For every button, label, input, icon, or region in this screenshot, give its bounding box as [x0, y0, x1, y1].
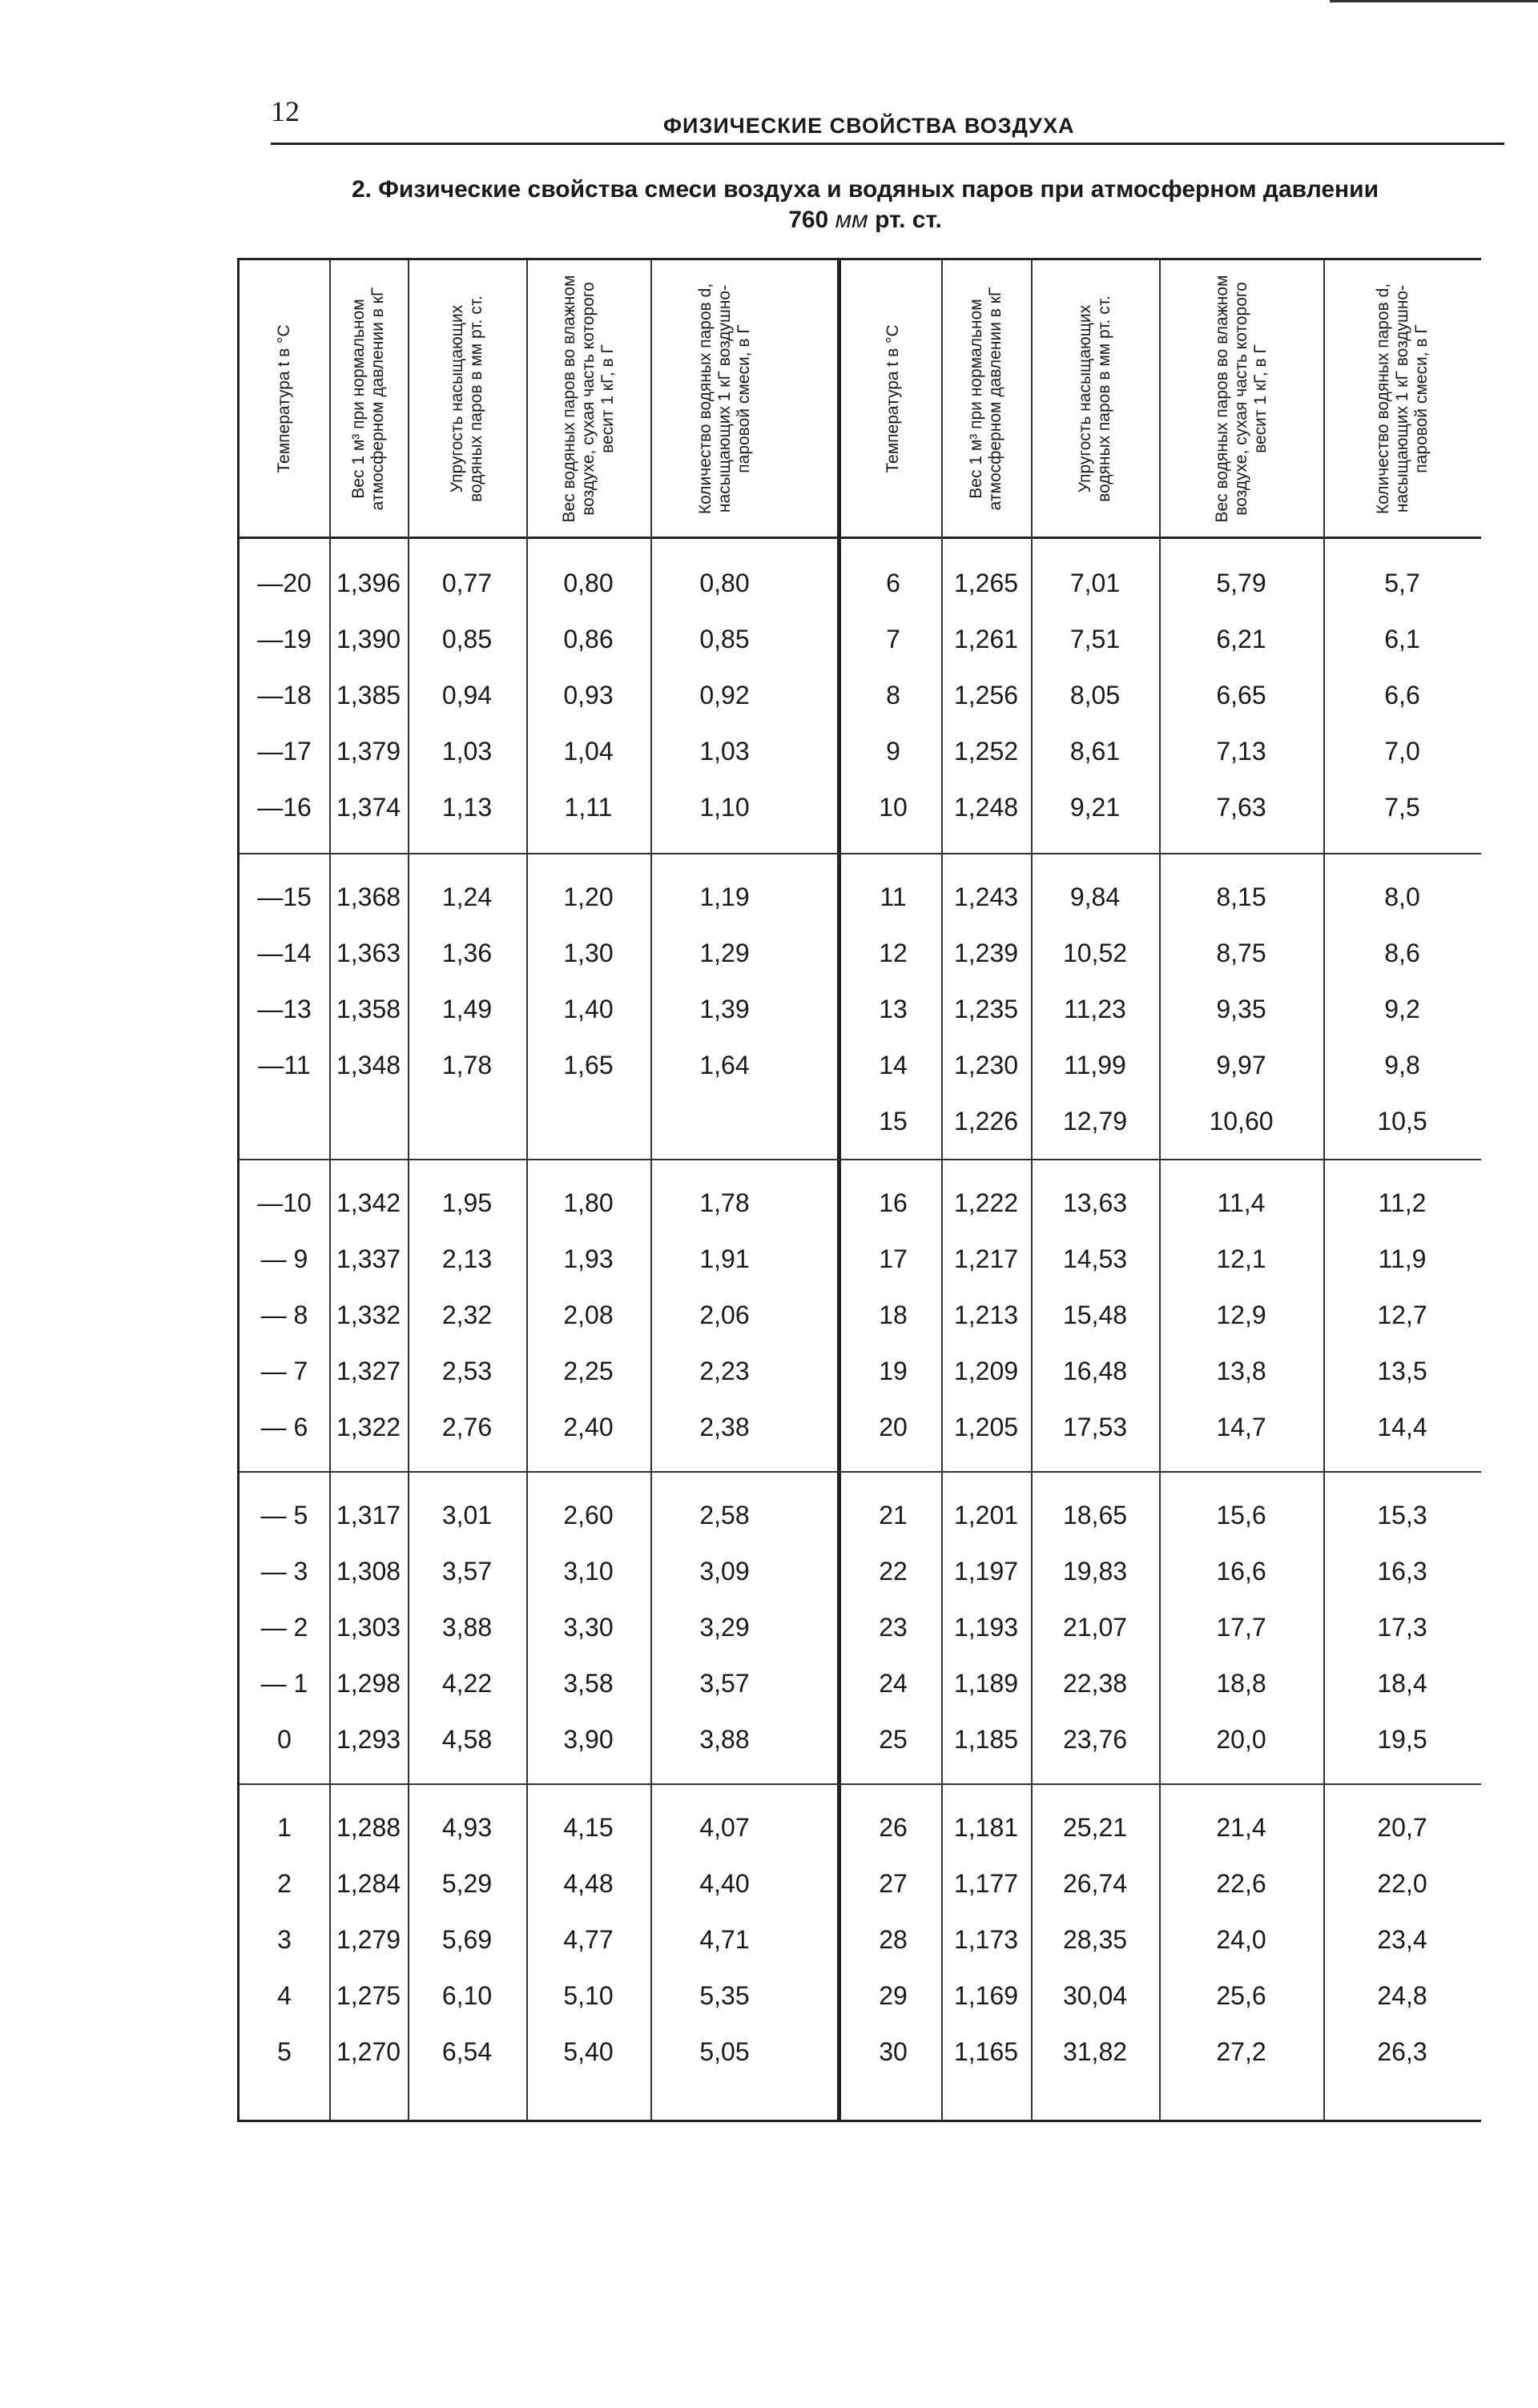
table-cell: 1	[277, 1813, 292, 1842]
caption-line1: 2. Физические свойства смеси воздуха и водяных паров при атмосферном давлении	[351, 176, 1379, 203]
table-cell: 1,385	[336, 681, 401, 710]
column-header	[845, 260, 941, 537]
table-cell: 11,2	[1378, 1188, 1427, 1217]
table-cell: 10	[879, 793, 908, 822]
table-cell: 14,4	[1377, 1413, 1427, 1441]
table-cell: 5,69	[441, 1925, 493, 1954]
table-cell: 11,99	[1064, 1051, 1126, 1079]
running-head	[271, 94, 1504, 145]
table-cell: 11,23	[1064, 995, 1126, 1023]
table-cell: —20	[257, 569, 312, 597]
table-cell: 7,13	[1216, 737, 1266, 766]
table-cell: 9,97	[1216, 1051, 1266, 1079]
table-cell: 15	[879, 1107, 908, 1136]
table-cell: 6,6	[1384, 681, 1420, 710]
table-cell: 22,0	[1377, 1869, 1427, 1898]
table-cell: 16	[879, 1188, 908, 1217]
table-cell: 1,36	[441, 939, 493, 967]
table-cell: 1,390	[336, 625, 401, 653]
table-cell: 2,58	[699, 1501, 750, 1530]
table-cell: 24	[879, 1669, 908, 1698]
table-cell: —15	[257, 882, 312, 911]
table-cell: 1,80	[563, 1188, 614, 1217]
table-cell: 1,222	[953, 1188, 1019, 1217]
table-cell: 1,327	[336, 1357, 401, 1385]
table-cell: 7,01	[1069, 569, 1121, 597]
table-cell: 1,396	[336, 569, 401, 597]
table-cell: 4,40	[699, 1869, 750, 1898]
table-cell: 12,9	[1216, 1300, 1266, 1329]
table-cell: 11	[880, 882, 907, 911]
table-cell: 4,93	[441, 1813, 493, 1842]
table-cell: 13,63	[1062, 1188, 1128, 1217]
column-header	[408, 260, 526, 537]
table-cell: 1,40	[563, 995, 614, 1023]
table-cell: 1,49	[441, 995, 493, 1023]
table-cell: — 5	[260, 1501, 308, 1530]
table-cell: 3,29	[699, 1613, 750, 1642]
table-cell: 28,35	[1062, 1925, 1128, 1954]
table-cell: 2,25	[563, 1357, 614, 1385]
table-cell: —18	[257, 681, 312, 710]
table-cell: 19,5	[1377, 1725, 1427, 1754]
table-cell: —16	[257, 793, 312, 822]
table-cell: 1,11	[564, 793, 613, 822]
caption-line2	[240, 205, 1490, 235]
table-header-row	[240, 260, 1481, 539]
table-cell: — 2	[260, 1613, 308, 1642]
table-cell: 30	[879, 2037, 908, 2066]
table-cell: 13,8	[1216, 1357, 1266, 1385]
table-cell: 0,77	[441, 569, 493, 597]
table-cell: 7,51	[1069, 625, 1121, 653]
table-cell: 1,197	[953, 1557, 1019, 1586]
table-cell: 1,03	[441, 737, 493, 766]
table-cell: —11	[258, 1051, 311, 1079]
table-cell: 12,79	[1062, 1107, 1128, 1136]
column-header-text: Температура t в °С	[275, 324, 293, 473]
table-cell: 1,213	[953, 1300, 1019, 1329]
table-cell: 1,29	[699, 939, 750, 967]
table-cell: 6,10	[441, 1981, 493, 2010]
table-cell: 1,30	[563, 939, 614, 967]
table-cell: 17,7	[1216, 1613, 1266, 1642]
table-cell: 5,40	[563, 2037, 614, 2066]
table-cell: 11,4	[1217, 1188, 1266, 1217]
table-cell: 6,65	[1216, 681, 1266, 710]
table-cell: 1,270	[336, 2037, 401, 2066]
table-cell: 30,04	[1062, 1981, 1128, 2010]
table-cell: — 3	[260, 1557, 308, 1586]
table-cell: 4,07	[699, 1813, 750, 1842]
table-cell: 16,6	[1216, 1557, 1266, 1586]
table-cell: 0,86	[563, 625, 614, 653]
table-cell: 25,6	[1216, 1981, 1266, 2010]
table-cell: 25,21	[1062, 1813, 1128, 1842]
table-cell: 12	[879, 939, 908, 967]
table-cell: 8,05	[1069, 681, 1121, 710]
table-cell: 1,363	[336, 939, 401, 967]
table-cell: 1,217	[953, 1244, 1019, 1273]
table-cell: 1,64	[699, 1051, 750, 1079]
column-header-text: Вес водяных паров во влажном воздухе, сухая часть которого весит 1 кГ, в Г	[559, 275, 617, 523]
table-cell: 7,63	[1216, 793, 1266, 822]
table-cell: 2,40	[563, 1413, 614, 1441]
table-cell: 1,205	[953, 1413, 1019, 1441]
table-cell: 5,10	[563, 1981, 614, 2010]
table-cell: 1,284	[336, 1869, 401, 1898]
table-cell: 19,83	[1062, 1557, 1128, 1586]
table-cell: 1,337	[336, 1244, 401, 1273]
table-cell: 7	[886, 625, 900, 653]
table-cell: 1,209	[953, 1357, 1019, 1385]
table-cell: 15,6	[1216, 1501, 1266, 1530]
table-cell: 22,6	[1216, 1869, 1266, 1898]
table-cell: 1,279	[336, 1925, 401, 1954]
table-cell: 1,91	[699, 1244, 750, 1273]
table-cell: 1,358	[336, 995, 401, 1023]
table-cell: 4,48	[563, 1869, 614, 1898]
table-cell: 15,3	[1377, 1501, 1427, 1530]
table-cell: 1,348	[336, 1051, 401, 1079]
table-cell: 8,0	[1384, 882, 1420, 911]
table-cell: 18,65	[1062, 1501, 1128, 1530]
table-cell: 1,317	[336, 1501, 401, 1530]
table-cell: 2,76	[441, 1413, 493, 1441]
column-header	[1323, 260, 1481, 537]
column-header-text: Количество водяных паров d, насыщающих 1 кГ воздушно-паровой смеси, в Г	[695, 283, 753, 514]
column-header-text: Упругость насыщающих водяных паров в мм рт. ст.	[448, 295, 485, 502]
table-cell: 31,82	[1062, 2037, 1128, 2066]
table-cell: 1,193	[953, 1613, 1019, 1642]
table-cell: 1,93	[563, 1244, 614, 1273]
table-cell: 4,15	[563, 1813, 614, 1842]
table-cell: —14	[257, 939, 312, 967]
table-cell: 1,20	[563, 882, 614, 911]
table-cell: 1,65	[563, 1051, 614, 1079]
table-cell: 9,8	[1384, 1051, 1420, 1079]
table-cell: 26,3	[1377, 2037, 1427, 2066]
table-cell: 9	[886, 737, 900, 766]
table-cell: — 6	[260, 1413, 308, 1441]
properties-table	[237, 258, 1481, 2122]
table-cell: 1,275	[336, 1981, 401, 2010]
table-cell: 18,8	[1216, 1669, 1266, 1698]
table-cell: 1,243	[953, 882, 1019, 911]
table-cell: 1,379	[336, 737, 401, 766]
table-cell: 3,09	[699, 1557, 750, 1586]
table-cell: 14	[879, 1051, 908, 1079]
table-cell: 1,185	[953, 1725, 1019, 1754]
table-cell: 4,77	[563, 1925, 614, 1954]
table-cell: 1,78	[441, 1051, 493, 1079]
table-cell: 9,2	[1384, 995, 1420, 1023]
table-cell: 1,235	[953, 995, 1019, 1023]
table-row-group	[240, 1471, 1481, 1785]
table-cell: 17,3	[1377, 1613, 1427, 1642]
table-cell: 1,332	[336, 1300, 401, 1329]
table-cell: —19	[257, 625, 312, 653]
table-cell: 1,165	[953, 2037, 1019, 2066]
table-cell: 5,05	[699, 2037, 750, 2066]
table-cell: 0,80	[699, 569, 750, 597]
table-cell: 0,92	[699, 681, 750, 710]
table-caption	[240, 175, 1490, 235]
table-cell: 2,60	[563, 1501, 614, 1530]
table-cell: 18,4	[1377, 1669, 1427, 1698]
table-cell: 4,71	[699, 1925, 750, 1954]
table-cell: 1,181	[953, 1813, 1019, 1842]
top-edge-rule	[1330, 0, 1538, 2]
table-cell: 3,10	[563, 1557, 614, 1586]
table-cell: 1,39	[699, 995, 750, 1023]
table-cell: 1,10	[699, 793, 750, 822]
table-cell: 5,29	[441, 1869, 493, 1898]
table-cell: —17	[257, 737, 312, 766]
table-cell: 12,1	[1216, 1244, 1266, 1273]
table-cell: 0,94	[441, 681, 493, 710]
table-cell: 16,3	[1377, 1557, 1427, 1586]
table-cell: 2,38	[699, 1413, 750, 1441]
table-cell: 1,368	[336, 882, 401, 911]
table-cell: 1,04	[563, 737, 614, 766]
running-title: ФИЗИЧЕСКИЕ СВОЙСТВА ВОЗДУХА	[663, 114, 1075, 138]
table-cell: —13	[257, 995, 312, 1023]
table-cell: 2,13	[441, 1244, 493, 1273]
table-cell: 9,35	[1216, 995, 1266, 1023]
column-header	[941, 260, 1031, 537]
table-cell: 2	[277, 1869, 292, 1898]
table-cell: 0,80	[563, 569, 614, 597]
table-cell: 22	[879, 1557, 908, 1586]
table-cell: 6,1	[1384, 625, 1420, 653]
table-cell: 26	[879, 1813, 908, 1842]
table-cell: 28	[879, 1925, 908, 1954]
column-header-text: Температура t в °С	[884, 324, 902, 473]
table-cell: 1,342	[336, 1188, 401, 1217]
table-cell: 1,03	[699, 737, 750, 766]
table-cell: 11,9	[1378, 1244, 1427, 1273]
table-cell: 1,13	[441, 793, 493, 822]
table-cell: 1,248	[953, 793, 1019, 822]
table-cell: 5	[277, 2037, 292, 2066]
table-cell: 3,58	[563, 1669, 614, 1698]
table-cell: 5,79	[1216, 569, 1266, 597]
table-cell: 1,95	[441, 1188, 493, 1217]
table-cell: 16,48	[1062, 1357, 1128, 1385]
column-header	[1031, 260, 1159, 537]
column-header	[650, 260, 799, 537]
table-cell: 1,230	[953, 1051, 1019, 1079]
column-header	[329, 260, 408, 537]
table-cell: 1,303	[336, 1613, 401, 1642]
table-cell: 24,0	[1216, 1925, 1266, 1954]
table-cell: 2,08	[563, 1300, 614, 1329]
table-cell: 7,0	[1384, 737, 1420, 766]
table-cell: 2,32	[441, 1300, 493, 1329]
table-cell: 1,201	[953, 1501, 1019, 1530]
table-cell: —10	[257, 1188, 312, 1217]
table-cell: 1,177	[953, 1869, 1019, 1898]
table-cell: 20	[879, 1413, 908, 1441]
table-cell: 9,84	[1069, 882, 1121, 911]
table-cell: 0,93	[563, 681, 614, 710]
table-cell: — 1	[260, 1669, 308, 1698]
table-cell: 22,38	[1062, 1669, 1128, 1698]
table-cell: 3,90	[563, 1725, 614, 1754]
table-cell: 14,53	[1062, 1244, 1128, 1273]
column-header-text: Вес 1 м³ при нормальном атмосферном давлении в кГ	[349, 287, 387, 510]
table-cell: 3,88	[441, 1613, 493, 1642]
table-cell: 1,169	[953, 1981, 1019, 2010]
table-cell: 0,85	[699, 625, 750, 653]
column-header-text: Упругость насыщающих водяных паров в мм рт. ст.	[1076, 295, 1113, 502]
table-cell: 3,01	[441, 1501, 493, 1530]
table-cell: 13,5	[1377, 1357, 1427, 1385]
table-cell: 8,75	[1216, 939, 1266, 967]
table-cell: 4,58	[441, 1725, 493, 1754]
table-cell: 21	[879, 1501, 908, 1530]
table-cell: 0,85	[441, 625, 493, 653]
caption-pressure-tail: рт. ст.	[875, 207, 942, 233]
table-cell: — 7	[260, 1357, 308, 1385]
table-cell: 26,74	[1062, 1869, 1128, 1898]
table-cell: 8,6	[1384, 939, 1420, 967]
table-cell: 24,8	[1377, 1981, 1427, 2010]
table-cell: 18	[879, 1300, 908, 1329]
table-cell: 27,2	[1216, 2037, 1266, 2066]
table-cell: 23,76	[1062, 1725, 1128, 1754]
caption-pressure-value: 760	[788, 207, 829, 233]
table-cell: 21,4	[1216, 1813, 1266, 1842]
table-cell: 1,252	[953, 737, 1019, 766]
column-header-text: Вес водяных паров во влажном воздухе, сухая часть которого весит 1 кГ, в Г	[1212, 275, 1270, 523]
table-cell: 8,61	[1069, 737, 1121, 766]
table-cell: 1,24	[441, 882, 493, 911]
table-cell: 1,298	[336, 1669, 401, 1698]
table-cell: 1,189	[953, 1669, 1019, 1698]
table-cell: — 8	[260, 1300, 308, 1329]
table-cell: 20,0	[1216, 1725, 1266, 1754]
table-cell: 4	[277, 1981, 292, 2010]
table-cell: 1,256	[953, 681, 1019, 710]
table-cell: 0	[277, 1725, 292, 1754]
table-cell: 1,322	[336, 1413, 401, 1441]
table-cell: 17	[879, 1244, 908, 1273]
table-cell: 8,15	[1216, 882, 1266, 911]
table-cell: 3	[277, 1925, 292, 1954]
table-cell: — 9	[260, 1244, 308, 1273]
table-cell: 20,7	[1377, 1813, 1427, 1842]
table-cell: 6,54	[441, 2037, 493, 2066]
table-cell: 6	[886, 569, 900, 597]
table-cell: 19	[879, 1357, 908, 1385]
table-cell: 25	[879, 1725, 908, 1754]
table-cell: 1,288	[336, 1813, 401, 1842]
table-row-group	[240, 1159, 1481, 1473]
table-cell: 10,5	[1377, 1107, 1427, 1136]
table-cell: 17,53	[1062, 1413, 1128, 1441]
table-cell: 10,60	[1209, 1107, 1274, 1136]
table-cell: 3,30	[563, 1613, 614, 1642]
table-cell: 2,23	[699, 1357, 750, 1385]
table-cell: 1,265	[953, 569, 1019, 597]
table-cell: 15,48	[1062, 1300, 1128, 1329]
table-cell: 1,308	[336, 1557, 401, 1586]
table-cell: 10,52	[1062, 939, 1128, 967]
column-header	[240, 260, 329, 537]
table-cell: 21,07	[1062, 1613, 1128, 1642]
table-cell: 4,22	[441, 1669, 493, 1698]
table-cell: 6,21	[1216, 625, 1266, 653]
table-cell: 3,57	[441, 1557, 493, 1586]
table-cell: 1,374	[336, 793, 401, 822]
caption-pressure-unit: мм	[835, 207, 868, 233]
table-cell: 5,35	[699, 1981, 750, 2010]
table-cell: 1,173	[953, 1925, 1019, 1954]
page-number: 12	[271, 95, 300, 127]
table-cell: 2,06	[699, 1300, 750, 1329]
table-cell: 13	[879, 995, 908, 1023]
table-cell: 1,19	[699, 882, 750, 911]
table-cell: 8	[886, 681, 900, 710]
column-header-text: Вес 1 м³ при нормальном атмосферном давлении в кГ	[967, 287, 1005, 510]
table-cell: 27	[879, 1869, 908, 1898]
table-cell: 1,293	[336, 1725, 401, 1754]
table-cell: 1,239	[953, 939, 1019, 967]
table-cell: 23	[879, 1613, 908, 1642]
table-cell: 14,7	[1216, 1413, 1266, 1441]
table-cell: 12,7	[1377, 1300, 1427, 1329]
table-cell: 1,226	[953, 1107, 1019, 1136]
column-header	[526, 260, 650, 537]
table-row-group	[240, 539, 1481, 854]
column-header	[1159, 260, 1323, 537]
table-cell: 3,88	[699, 1725, 750, 1754]
column-header-text: Количество водяных паров d, насыщающих 1 кГ воздушно-паровой смеси, в Г	[1373, 283, 1431, 514]
table-row-group	[240, 853, 1481, 1160]
table-cell: 7,5	[1384, 793, 1420, 822]
table-cell: 3,57	[699, 1669, 750, 1698]
table-cell: 29	[879, 1981, 908, 2010]
table-cell: 2,53	[441, 1357, 493, 1385]
table-row-group	[240, 1783, 1481, 2117]
table-cell: 9,21	[1069, 793, 1121, 822]
table-cell: 1,261	[953, 625, 1019, 653]
table-cell: 5,7	[1384, 569, 1420, 597]
table-cell: 23,4	[1377, 1925, 1427, 1954]
table-cell: 1,78	[699, 1188, 750, 1217]
